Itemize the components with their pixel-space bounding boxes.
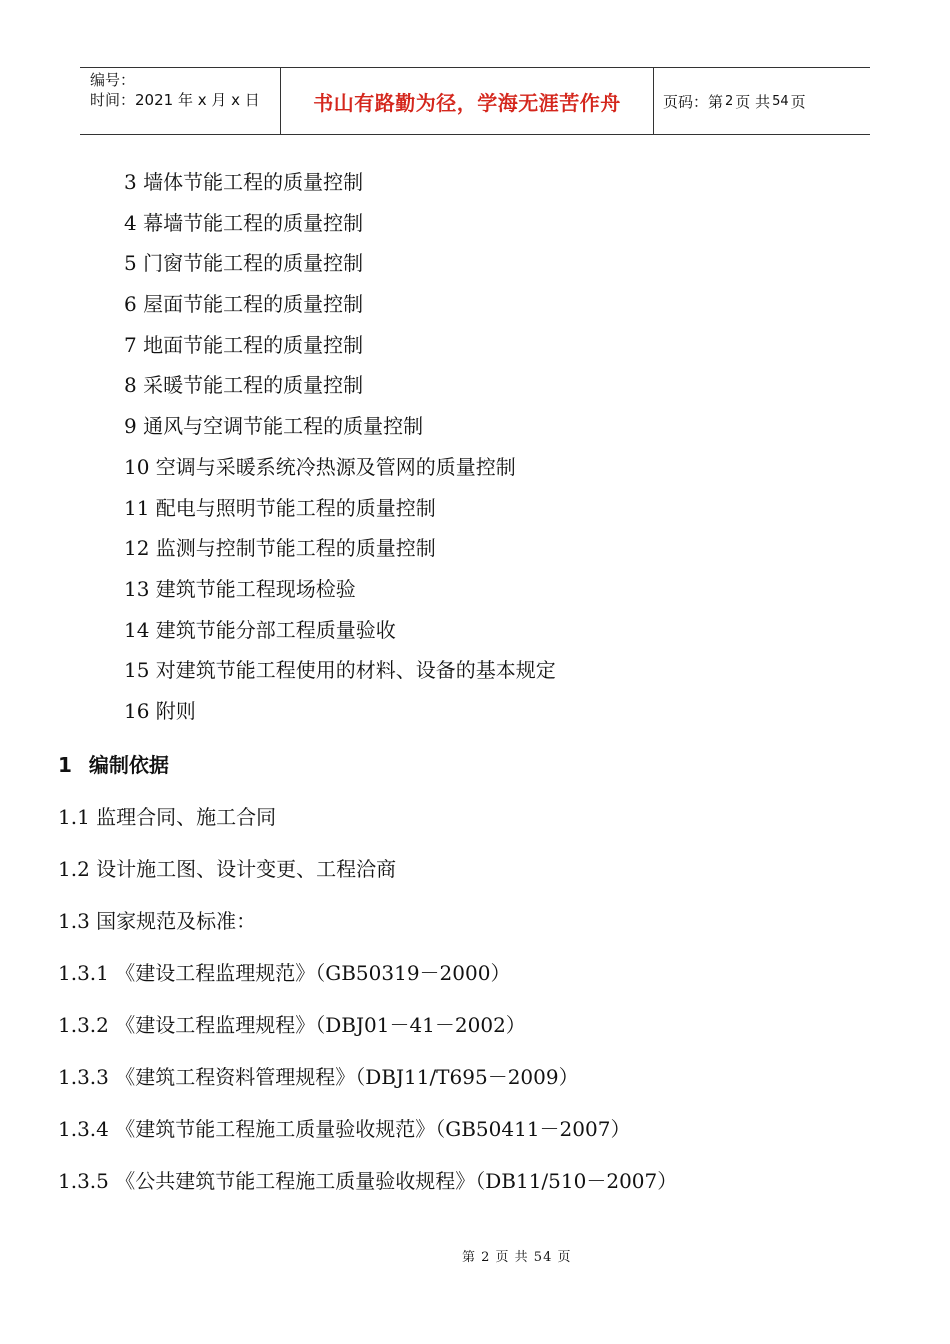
serial-label: 编号： bbox=[90, 71, 136, 89]
section-heading bbox=[58, 748, 169, 782]
table-of-contents bbox=[124, 164, 556, 734]
body-line: 1.3.3 《建筑工程资料管理规程》（DBJ11/T695－2009） bbox=[58, 1065, 579, 1089]
toc-item: 11 配电与照明节能工程的质量控制 bbox=[124, 495, 436, 520]
toc-item: 6 屋面节能工程的质量控制 bbox=[124, 292, 364, 317]
section-body bbox=[58, 800, 677, 1216]
header-page-number bbox=[654, 68, 870, 134]
body-line: 1.3.2 《建设工程监理规程》（DBJ01－41－2002） bbox=[58, 1013, 526, 1037]
header-meta bbox=[80, 68, 281, 134]
body-line: 1.3 国家规范及标准： bbox=[58, 909, 257, 933]
time-label: 时间：2021 年 x 月 x 日 bbox=[90, 91, 260, 109]
body-line: 1.3.4 《建筑节能工程施工质量验收规范》（GB50411－2007） bbox=[58, 1117, 631, 1141]
page-current: 2 bbox=[725, 93, 734, 109]
body-line: 1.3.5 《公共建筑节能工程施工质量验收规程》（DB11/510－2007） bbox=[58, 1169, 678, 1193]
page-suffix: 页 bbox=[790, 92, 806, 111]
toc-item: 4 幕墙节能工程的质量控制 bbox=[124, 210, 364, 235]
body-line: 1.2 设计施工图、设计变更、工程洽商 bbox=[58, 857, 397, 881]
toc-item: 16 附则 bbox=[124, 698, 196, 723]
toc-item: 10 空调与采暖系统冷热源及管网的质量控制 bbox=[124, 454, 516, 479]
toc-item: 5 门窗节能工程的质量控制 bbox=[124, 251, 364, 276]
toc-item: 7 地面节能工程的质量控制 bbox=[124, 332, 364, 357]
page-mid: 页 共 bbox=[735, 92, 771, 111]
toc-item: 3 墙体节能工程的质量控制 bbox=[124, 170, 364, 194]
page-header bbox=[80, 67, 870, 135]
section-title: 编制依据 bbox=[88, 753, 169, 777]
page-prefix: 页码：第 bbox=[663, 92, 724, 111]
header-motto: 书山有路勤为径，学海无涯苦作舟 bbox=[281, 68, 654, 134]
toc-item: 12 监测与控制节能工程的质量控制 bbox=[124, 536, 436, 561]
body-line: 1.1 监理合同、施工合同 bbox=[58, 805, 277, 829]
page-footer: 第 2 页 共 54 页 bbox=[462, 1250, 572, 1265]
toc-item: 8 采暖节能工程的质量控制 bbox=[124, 373, 364, 398]
toc-item: 13 建筑节能工程现场检验 bbox=[124, 576, 356, 601]
toc-item: 15 对建筑节能工程使用的材料、设备的基本规定 bbox=[124, 658, 556, 683]
body-line: 1.3.1 《建设工程监理规范》（GB50319－2000） bbox=[58, 961, 511, 985]
page-total: 54 bbox=[772, 93, 789, 109]
section-number: 1 bbox=[58, 753, 72, 777]
toc-item: 14 建筑节能分部工程质量验收 bbox=[124, 617, 396, 642]
toc-item: 9 通风与空调节能工程的质量控制 bbox=[124, 414, 424, 439]
